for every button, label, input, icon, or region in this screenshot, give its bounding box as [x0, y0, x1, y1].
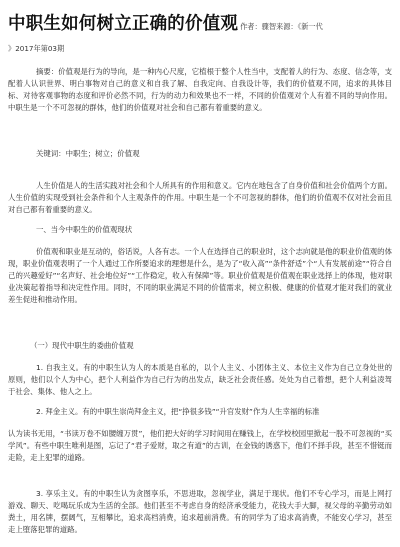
title-row [8, 10, 400, 35]
section-paragraph: 价值观和职业是互动的，俗话说，人各有志。一个人在选择自己的职业时，这个志向就是他的职业价值观的体现，职业价值观表明了一个人通过工作所要追求的理想是什么，是为了“收入高”“条件舒适”个“人有发展前途”“符合自己的兴趣爱好”“名声好、社会地位好”“工作稳定，收入有保障”等。职业价值观是价值观在职业选择上的体现，他对职业决策起着指导和决定性作用。同时，不同的职业满足不同的价值需求，树立积极、健康的价值观才能对我们的就业差生促进和推动作用。 [8, 247, 392, 305]
list-item-2-first-line: 2. 拜金主义。有的中职生崇尚拜金主义，把“挣很多钱”“升官发财”作为人生幸福的标准 [36, 407, 320, 416]
abstract-paragraph: 摘要：价值观是行为的导向，是一种内心尺度，它植根于整个人性当中，支配着人的行为、态度、信念等，支配着人认识世界、明白事物对自己的意义和自我了解、自我定向、自我设计等，我们的价值观不同，追求的具体目标、对待客观事物的态度和评价必然不同，行为的动力和效果也不一样，不同的价值观对个人有着不同的导向作用。中职生是一个不可忽视的群体，他们的价值观对社会和自己都有着重要的意义。 [8, 67, 392, 113]
section-heading: 一、当今中职生的价值观现状 [36, 225, 133, 234]
keywords-line: 关键词：中职生；树立；价值观 [36, 149, 140, 158]
list-item-2-continued: 认为读书无用，“书读万卷不如腰缠万贯”，他们把大好的学习时间用在赚钱上，在学校校园里掀起一股不可忽视的“买学风”。有些中职生唯利是图，忘记了“君子爱财，取之有道”的古训，在金钱的诱惑下，他们不择手段，甚至不惜铤而走险，走上犯罪的道路。 [8, 429, 392, 463]
article-byline-continued: 》2017年第03期 [8, 44, 65, 53]
list-item-3: 3. 享乐主义。有的中职生认为贪图享乐，不思进取，忽视学业，满足于现状。他们不专心学习，而是上网打游戏、聊天、吃喝玩乐成为生活的全部。他们甚至不考虑自身的经济承受能力，花钱大手大脚，视父母的辛勤劳动如粪土，用名牌，摆阔气，互相攀比，追求高档消费，追求超前消费。有的同学为了追求高消费，不能安心学习，甚至走上堕落犯罪的道路。 [8, 489, 392, 535]
article-title: 中职生如何树立正确的价值观 [8, 14, 239, 34]
intro-paragraph: 人生价值是人的生活实践对社会和个人所具有的作用和意义。它内在地包含了自身价值和社会价值两个方面。人生价值的实现受到社会条件和个人主观条件的作用。中职生是一个不可忽视的群体，他们的价值观不仅对社会而且对自己都有着重要的意义。 [8, 181, 392, 215]
article-byline: 作者：骤智来源：《新一代 [240, 22, 323, 31]
subsection-heading: （一）现代中职生的委曲价值观 [30, 341, 134, 350]
list-item-1: 1. 自我主义。有的中职生认为人的本质是自私的，以个人主义、小团体主义、本位主义作为自己立身处世的原则，他们以个人为中心，把个人利益作为自己行为的出发点，缺乏社会责任感。处处为自己着想，把个人利益凌驾于社会、集体、他人之上。 [8, 363, 392, 397]
